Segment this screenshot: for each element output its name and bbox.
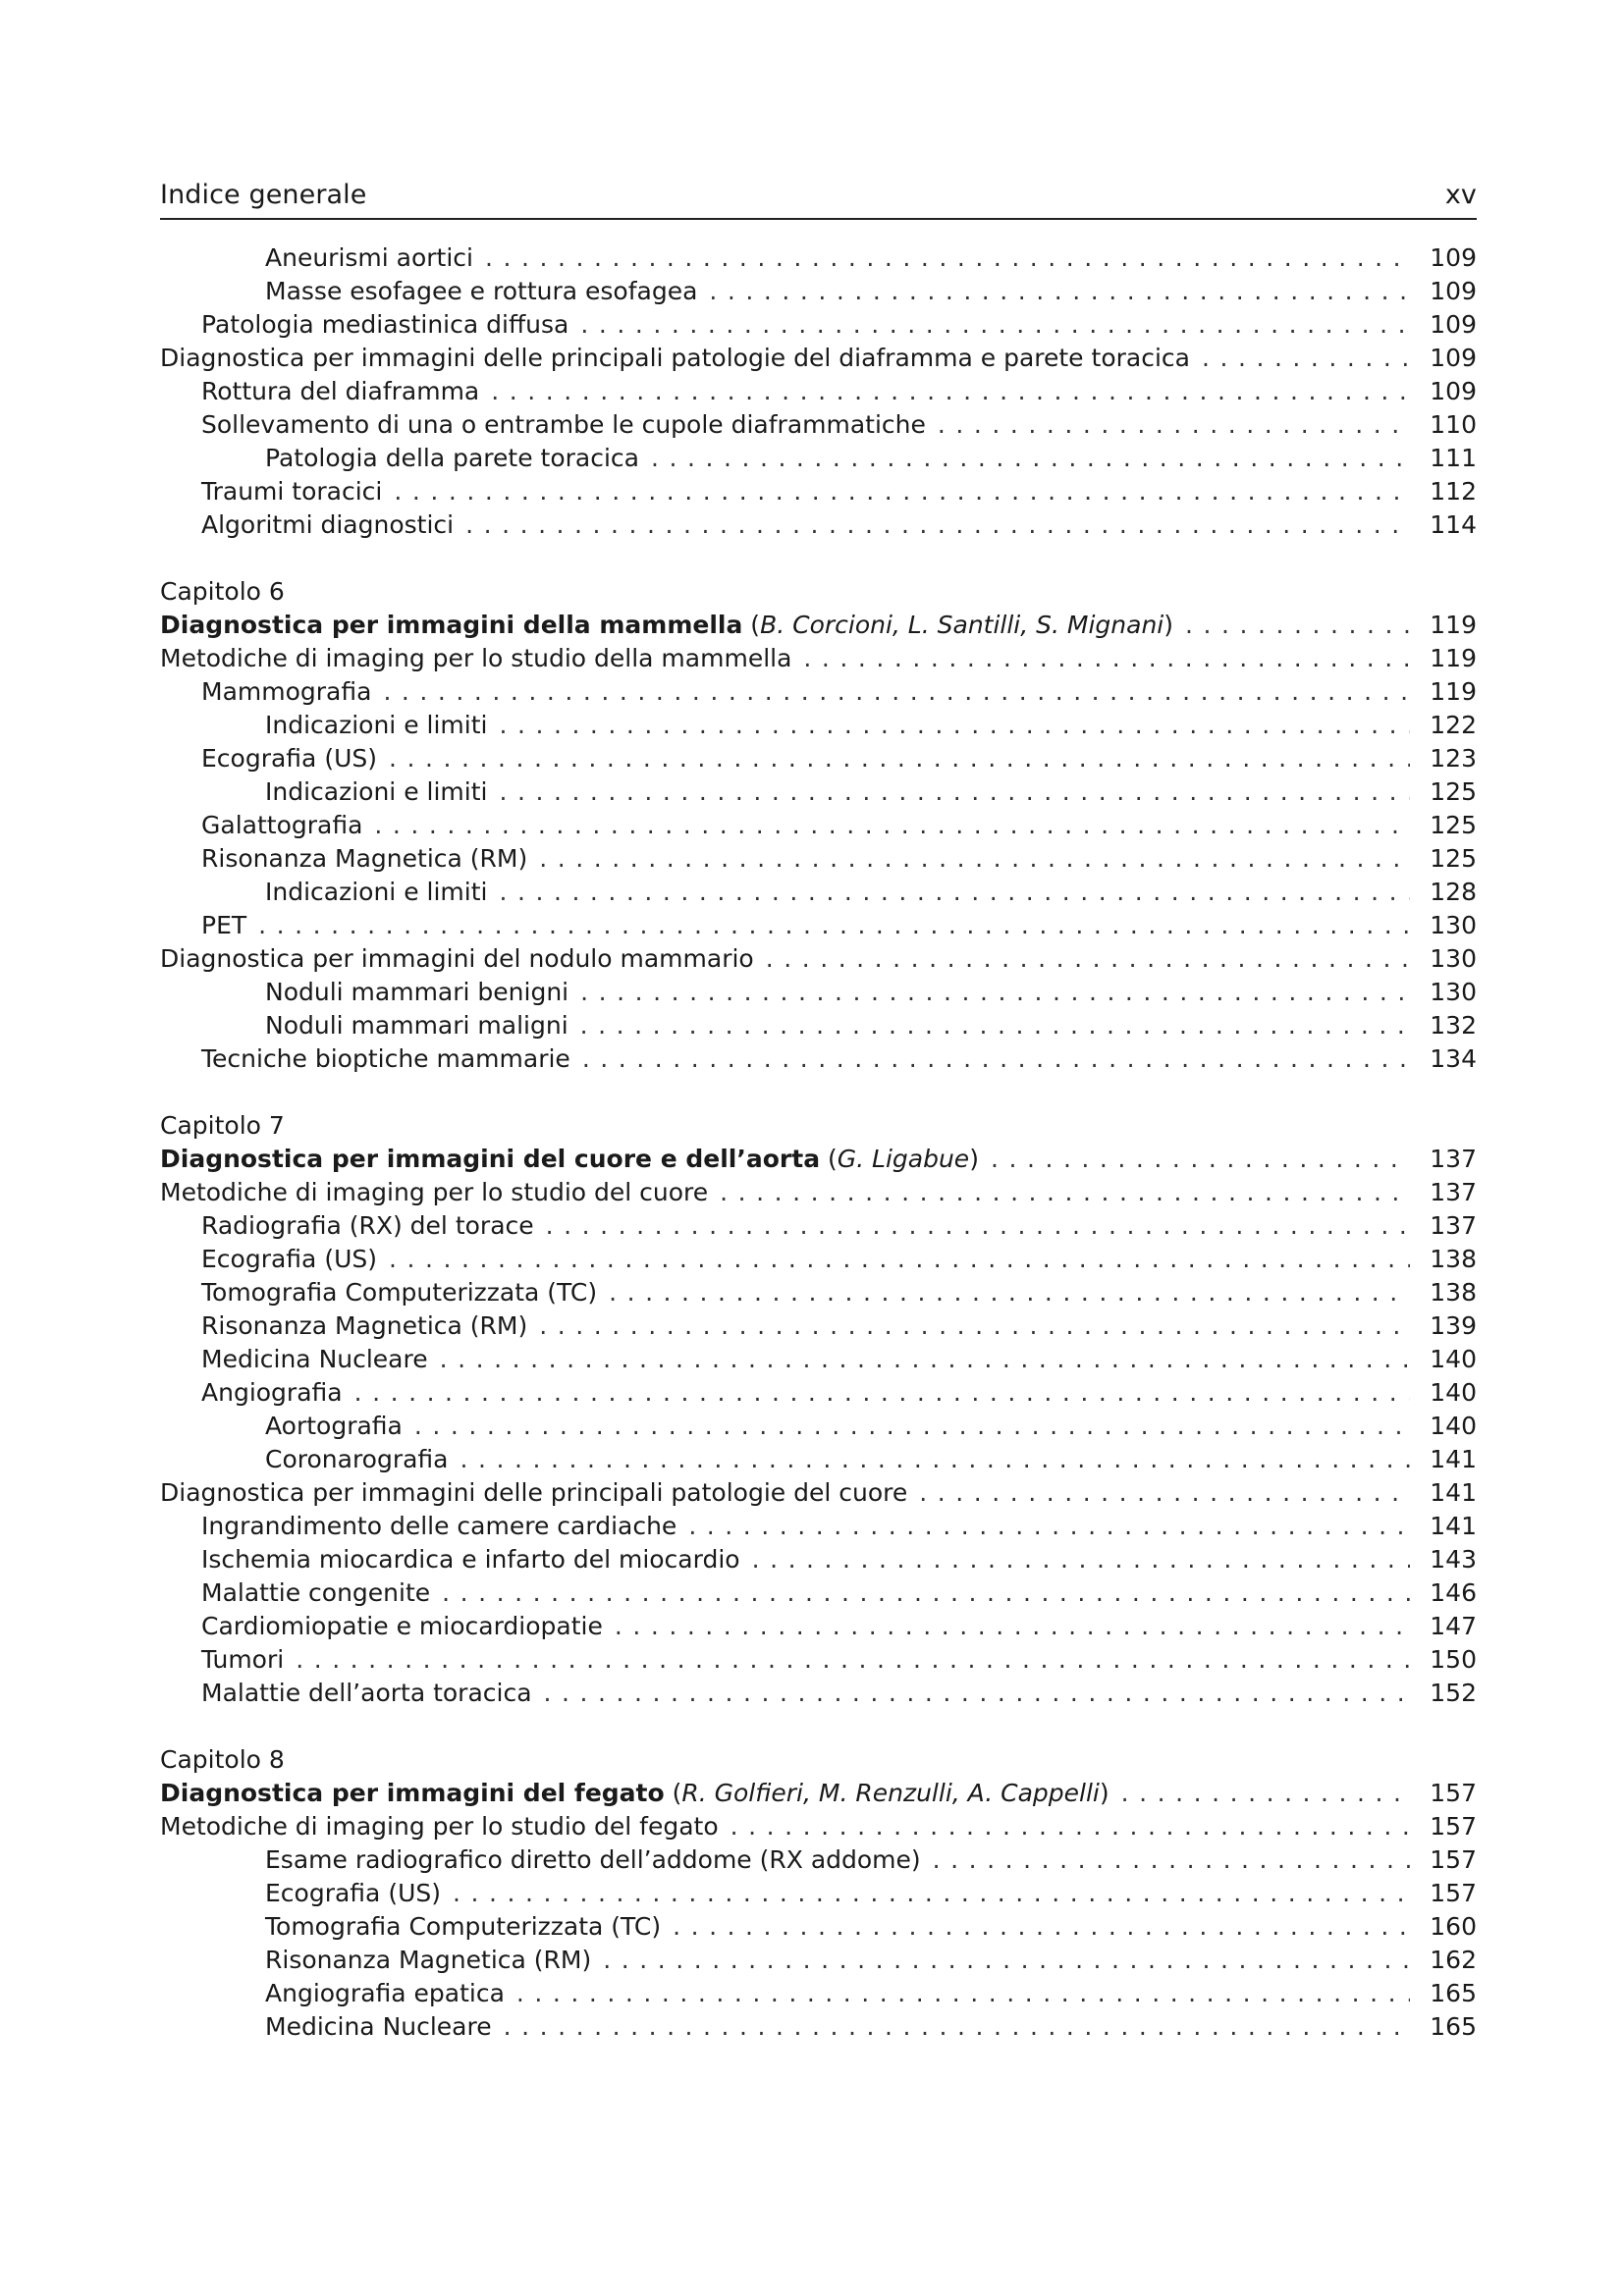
toc-entry[interactable] [160, 275, 1477, 308]
dot-leader [1121, 1777, 1410, 1810]
toc-entry-label: Aortografia [265, 1412, 403, 1440]
dot-leader [544, 1677, 1410, 1710]
dot-leader [580, 1009, 1410, 1042]
toc-entry-label: Malattie congenite [201, 1578, 431, 1607]
dot-leader [499, 775, 1410, 809]
dot-leader [1185, 609, 1410, 642]
toc-entry-page-number: 109 [1430, 277, 1477, 305]
dot-leader [539, 842, 1410, 876]
toc-entry-page-number: 132 [1430, 1011, 1477, 1040]
dot-leader [499, 876, 1410, 909]
toc-entry-label: Ecografia (US) [201, 1245, 377, 1273]
dot-leader [580, 976, 1410, 1009]
toc-entry[interactable] [160, 1510, 1477, 1543]
toc-entry[interactable] [160, 1543, 1477, 1576]
toc-entry-page-number: 112 [1430, 477, 1477, 506]
toc-entry-page-number: 109 [1430, 344, 1477, 372]
dot-leader [453, 1877, 1410, 1910]
chapter-title: Diagnostica per immagini del cuore e dell’aorta [160, 1145, 821, 1173]
dot-leader [460, 1443, 1411, 1476]
toc-entry-page-number: 150 [1430, 1645, 1477, 1674]
toc-entry[interactable] [160, 942, 1477, 976]
toc-entry-label: Indicazioni e limiti [265, 878, 488, 906]
toc-entry-label: Medicina Nucleare [265, 2012, 492, 2041]
toc-entry-page-number: 162 [1430, 1946, 1477, 1974]
toc-entry-label: Malattie dell’aorta toracica [201, 1679, 532, 1707]
dot-leader [485, 241, 1410, 275]
toc-entry[interactable] [160, 475, 1477, 508]
dot-leader [389, 1243, 1410, 1276]
toc-entry[interactable] [160, 1810, 1477, 1843]
toc-entry[interactable] [160, 1843, 1477, 1877]
toc-entry[interactable] [160, 876, 1477, 909]
toc-entry[interactable] [160, 1476, 1477, 1510]
toc-entry-label: Esame radiografico diretto dell’addome (RX addome) [265, 1845, 921, 1874]
toc-entry[interactable] [160, 1910, 1477, 1944]
toc-entry-page-number: 140 [1430, 1412, 1477, 1440]
toc-entry-label: Indicazioni e limiti [265, 777, 488, 806]
toc-entry-label: Diagnostica per immagini delle principali patologie del diaframma e parete toracica [160, 344, 1190, 372]
toc-entry-label: Galattografia [201, 811, 363, 839]
toc-entry-label: Risonanza Magnetica (RM) [201, 844, 528, 873]
toc-entry[interactable] [160, 1877, 1477, 1910]
dot-leader [991, 1143, 1410, 1176]
dot-leader [440, 1343, 1410, 1376]
chapter-page-number: 119 [1430, 611, 1477, 639]
toc-entry-page-number: 139 [1430, 1311, 1477, 1340]
toc-entry-page-number: 130 [1430, 911, 1477, 939]
chapter-authors: B. Corcioni, L. Santilli, S. Mignani [760, 611, 1164, 639]
running-header-page-number: xv [1444, 180, 1477, 210]
toc-entry-label: Diagnostica per immagini del nodulo mammario [160, 944, 754, 973]
chapter-label: Capitolo 6 [160, 577, 285, 606]
dot-leader [374, 809, 1410, 842]
dot-leader [516, 1977, 1410, 2010]
toc-entry[interactable] [160, 408, 1477, 442]
dot-leader [766, 942, 1410, 976]
toc-entry[interactable] [160, 2010, 1477, 2044]
toc-entry-page-number: 140 [1430, 1345, 1477, 1373]
chapter-page-number: 137 [1430, 1145, 1477, 1173]
toc-entry-label: Traumi toracici [201, 477, 383, 506]
running-header [160, 179, 1477, 220]
toc-entry-page-number: 137 [1430, 1178, 1477, 1206]
toc-entry-page-number: 165 [1430, 2012, 1477, 2041]
toc-entry[interactable] [160, 1576, 1477, 1610]
dot-leader [258, 909, 1410, 942]
chapter-title: Diagnostica per immagini della mammella [160, 611, 743, 639]
dot-leader [673, 1910, 1410, 1944]
toc-entry-page-number: 157 [1430, 1879, 1477, 1907]
toc-entry[interactable] [160, 1643, 1477, 1677]
dot-leader [389, 742, 1410, 775]
toc-entry[interactable] [160, 1042, 1477, 1076]
toc-entry-page-number: 138 [1430, 1278, 1477, 1307]
chapter-title: Diagnostica per immagini del fegato [160, 1779, 665, 1807]
toc-entry-label: Mammografia [201, 677, 372, 706]
toc-entry-page-number: 141 [1430, 1512, 1477, 1540]
dot-leader [296, 1643, 1410, 1677]
toc-entry-label: Tecniche bioptiche mammarie [201, 1044, 570, 1073]
toc-entry-page-number: 141 [1430, 1478, 1477, 1507]
toc-entry-page-number: 122 [1430, 711, 1477, 739]
chapter-authors: R. Golfieri, M. Renzulli, A. Cappelli [681, 1779, 1100, 1807]
toc-entry-label: Tomografia Computerizzata (TC) [265, 1912, 662, 1941]
chapter-title-entry[interactable] [160, 1777, 1477, 1810]
chapter-page-number: 157 [1430, 1779, 1477, 1807]
toc-entry-page-number: 111 [1430, 444, 1477, 472]
dot-leader [688, 1510, 1410, 1543]
dot-leader [465, 508, 1410, 542]
toc-entry-label: Metodiche di imaging per lo studio della mammella [160, 644, 792, 672]
chapter-label: Capitolo 7 [160, 1111, 285, 1140]
toc-entry-page-number: 130 [1430, 944, 1477, 973]
toc-entry-label: Sollevamento di una o entrambe le cupole diaframmatiche [201, 410, 926, 439]
toc-entry[interactable] [160, 742, 1477, 775]
toc-entry-page-number: 137 [1430, 1211, 1477, 1240]
dot-leader [803, 642, 1410, 675]
chapter-title-label: Diagnostica per immagini della mammella (B. Corcioni, L. Santilli, S. Mignani) [160, 611, 1174, 639]
toc-entry-page-number: 165 [1430, 1979, 1477, 2007]
dot-leader [609, 1276, 1410, 1309]
toc-entry-label: Indicazioni e limiti [265, 711, 488, 739]
dot-leader [394, 475, 1410, 508]
dot-leader [491, 375, 1410, 408]
toc-entry[interactable] [160, 1410, 1477, 1443]
dot-leader [539, 1309, 1410, 1343]
toc-entry[interactable] [160, 709, 1477, 742]
toc-entry[interactable] [160, 1009, 1477, 1042]
toc-entry-page-number: 119 [1430, 677, 1477, 706]
toc-entry-label: Metodiche di imaging per lo studio del fegato [160, 1812, 719, 1841]
toc-entry-label: Noduli mammari benigni [265, 978, 569, 1006]
running-header-title: Indice generale [160, 180, 367, 210]
dot-leader [442, 1576, 1410, 1610]
toc-entry-label: Diagnostica per immagini delle principali patologie del cuore [160, 1478, 908, 1507]
toc-entry[interactable] [160, 1376, 1477, 1410]
toc-entry[interactable] [160, 842, 1477, 876]
toc-entry[interactable] [160, 1977, 1477, 2010]
toc-entry-label: Coronarografia [265, 1445, 449, 1473]
toc-entry-page-number: 134 [1430, 1044, 1477, 1073]
toc-entry[interactable] [160, 308, 1477, 342]
dot-leader [546, 1209, 1410, 1243]
toc-entry-page-number: 157 [1430, 1812, 1477, 1841]
toc-entry[interactable] [160, 241, 1477, 275]
toc-entry-label: Algoritmi diagnostici [201, 510, 455, 539]
toc-page [160, 179, 1477, 2044]
toc-entry[interactable] [160, 1176, 1477, 1209]
toc-entry-page-number: 146 [1430, 1578, 1477, 1607]
dot-leader [938, 408, 1410, 442]
toc-entry-label: Cardiomiopatie e miocardiopatie [201, 1612, 603, 1640]
toc-entry[interactable] [160, 1276, 1477, 1309]
toc-entry-page-number: 157 [1430, 1845, 1477, 1874]
toc-entry[interactable] [160, 1343, 1477, 1376]
toc-entry-page-number: 140 [1430, 1378, 1477, 1407]
toc-entry[interactable] [160, 909, 1477, 942]
chapter-label: Capitolo 8 [160, 1745, 285, 1774]
chapter-authors: G. Ligabue [837, 1145, 970, 1173]
toc-entry-page-number: 147 [1430, 1612, 1477, 1640]
toc-entry[interactable] [160, 1677, 1477, 1710]
toc-entry-label: Masse esofagee e rottura esofagea [265, 277, 698, 305]
toc-entry-label: Ecografia (US) [265, 1879, 441, 1907]
chapter-title-entry[interactable] [160, 1143, 1477, 1176]
toc-entry-page-number: 110 [1430, 410, 1477, 439]
toc-entry-page-number: 109 [1430, 310, 1477, 339]
dot-leader [730, 1810, 1410, 1843]
toc-entry-page-number: 119 [1430, 644, 1477, 672]
toc-entry-label: Ecografia (US) [201, 744, 377, 773]
toc-entry-label: Angiografia [201, 1378, 343, 1407]
toc-entry-label: Metodiche di imaging per lo studio del cuore [160, 1178, 709, 1206]
table-of-contents [160, 241, 1477, 2044]
toc-entry[interactable] [160, 1610, 1477, 1643]
chapter-title-label: Diagnostica per immagini del fegato (R. Golfieri, M. Renzulli, A. Cappelli) [160, 1779, 1109, 1807]
toc-entry-page-number: 125 [1430, 777, 1477, 806]
toc-entry-page-number: 125 [1430, 844, 1477, 873]
toc-entry-label: Risonanza Magnetica (RM) [265, 1946, 592, 1974]
toc-entry-label: Risonanza Magnetica (RM) [201, 1311, 528, 1340]
dot-leader [651, 442, 1410, 475]
dot-leader [615, 1610, 1410, 1643]
toc-entry-label: Radiografia (RX) del torace [201, 1211, 534, 1240]
dot-leader [603, 1944, 1410, 1977]
toc-entry-label: Angiografia epatica [265, 1979, 505, 2007]
toc-entry-page-number: 128 [1430, 878, 1477, 906]
toc-entry-page-number: 109 [1430, 377, 1477, 405]
dot-leader [720, 1176, 1410, 1209]
toc-entry[interactable] [160, 1243, 1477, 1276]
dot-leader [933, 1843, 1410, 1877]
toc-entry-label: Noduli mammari maligni [265, 1011, 568, 1040]
toc-entry[interactable] [160, 809, 1477, 842]
toc-entry[interactable] [160, 675, 1477, 709]
toc-entry-label: PET [201, 911, 247, 939]
toc-entry-page-number: 109 [1430, 243, 1477, 272]
dot-leader [504, 2010, 1410, 2044]
dot-leader [499, 709, 1410, 742]
dot-leader [414, 1410, 1410, 1443]
dot-leader [752, 1543, 1410, 1576]
dot-leader [1202, 342, 1410, 375]
dot-leader [582, 1042, 1410, 1076]
toc-entry[interactable] [160, 508, 1477, 542]
toc-entry-page-number: 152 [1430, 1679, 1477, 1707]
dot-leader [580, 308, 1410, 342]
dot-leader [383, 675, 1410, 709]
toc-entry-label: Ingrandimento delle camere cardiache [201, 1512, 677, 1540]
toc-entry-page-number: 138 [1430, 1245, 1477, 1273]
toc-entry[interactable] [160, 1209, 1477, 1243]
toc-entry[interactable] [160, 342, 1477, 375]
toc-entry-page-number: 125 [1430, 811, 1477, 839]
toc-entry-page-number: 141 [1430, 1445, 1477, 1473]
toc-entry-label: Patologia della parete toracica [265, 444, 639, 472]
dot-leader [919, 1476, 1410, 1510]
toc-entry-page-number: 114 [1430, 510, 1477, 539]
toc-entry[interactable] [160, 775, 1477, 809]
dot-leader [354, 1376, 1410, 1410]
toc-entry-label: Rottura del diaframma [201, 377, 480, 405]
toc-entry-label: Tumori [201, 1645, 285, 1674]
chapter-title-entry[interactable] [160, 609, 1477, 642]
toc-entry[interactable] [160, 1944, 1477, 1977]
toc-entry-label: Tomografia Computerizzata (TC) [201, 1278, 598, 1307]
toc-entry-label: Patologia mediastinica diffusa [201, 310, 569, 339]
toc-entry-label: Medicina Nucleare [201, 1345, 428, 1373]
toc-entry[interactable] [160, 976, 1477, 1009]
toc-entry-label: Ischemia miocardica e infarto del miocardio [201, 1545, 740, 1574]
toc-entry-label: Aneurismi aortici [265, 243, 473, 272]
dot-leader [709, 275, 1410, 308]
toc-entry-page-number: 130 [1430, 978, 1477, 1006]
toc-entry[interactable] [160, 375, 1477, 408]
toc-entry-page-number: 123 [1430, 744, 1477, 773]
toc-entry[interactable] [160, 1309, 1477, 1343]
toc-entry[interactable] [160, 642, 1477, 675]
chapter-title-label: Diagnostica per immagini del cuore e dell’aorta (G. Ligabue) [160, 1145, 979, 1173]
toc-entry-page-number: 160 [1430, 1912, 1477, 1941]
toc-entry-page-number: 143 [1430, 1545, 1477, 1574]
toc-entry[interactable] [160, 1443, 1477, 1476]
toc-entry[interactable] [160, 442, 1477, 475]
